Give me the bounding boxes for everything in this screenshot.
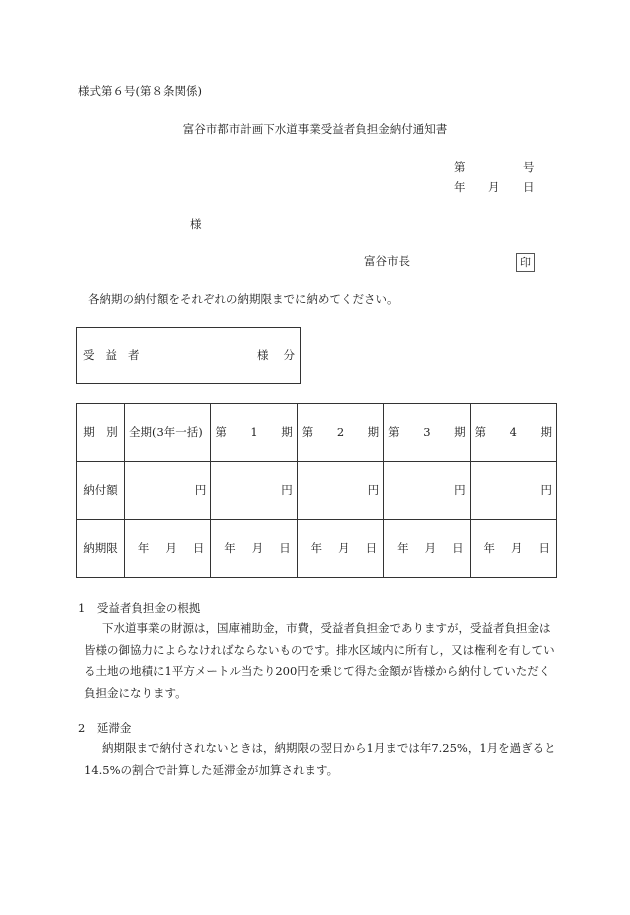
payment-schedule-table xyxy=(76,403,557,578)
deadline-row xyxy=(77,520,557,578)
deadline-day: 日 xyxy=(365,540,378,555)
period-label-prefix: 第 xyxy=(474,424,487,439)
notes-section xyxy=(78,598,560,781)
period-row-header: 期 別 xyxy=(77,404,125,462)
addressee-honorific: 様 xyxy=(190,217,202,231)
issue-date-day: 日 xyxy=(523,180,535,194)
document-title: 富谷市都市計画下水道事業受益者負担金納付通知書 xyxy=(182,122,448,136)
beneficiary-suffix: 様分 xyxy=(257,348,310,362)
note-late-fee xyxy=(78,718,560,781)
payment-instruction: 各納期の納付額をそれぞれの納期限までに納めてください。 xyxy=(88,292,399,306)
amount-row-header: 納付額 xyxy=(77,462,125,520)
sender-name: 富谷市長 xyxy=(364,254,410,268)
amount-cell-1: 円 xyxy=(211,462,297,520)
amount-cell-3: 円 xyxy=(384,462,470,520)
period-label-number: 3 xyxy=(423,424,431,439)
deadline-month: 月 xyxy=(338,540,350,555)
period-label-suffix: 期 xyxy=(367,424,380,439)
deadline-cell-full xyxy=(125,520,211,578)
deadline-cell-2 xyxy=(297,520,383,578)
deadline-day: 日 xyxy=(279,540,291,555)
period-row xyxy=(77,404,557,462)
note-body: 納期限まで納付されないときは，納期限の翌日から1月までは年7.25%，1月を過ぎると14.5%の割合で計算した延滞金が加算されます。 xyxy=(84,741,556,777)
deadline-row-header: 納期限 xyxy=(77,520,125,578)
period-cell-3 xyxy=(384,404,470,462)
deadline-year: 年 xyxy=(397,540,409,555)
issue-date-month: 月 xyxy=(488,180,500,194)
period-label-number: 2 xyxy=(336,424,345,439)
deadline-month: 月 xyxy=(251,540,264,555)
notice-number-suffix: 号 xyxy=(523,160,535,174)
amount-cell-4: 円 xyxy=(470,462,556,520)
deadline-year: 年 xyxy=(310,540,323,555)
period-label-suffix: 期 xyxy=(281,424,293,439)
deadline-cell-3 xyxy=(384,520,470,578)
note-basis xyxy=(78,598,560,704)
amount-cell-full: 円 xyxy=(125,462,211,520)
deadline-year: 年 xyxy=(137,540,150,555)
notice-number-prefix: 第 xyxy=(454,160,466,174)
period-label-number: 4 xyxy=(509,424,517,439)
period-cell-1 xyxy=(211,404,297,462)
deadline-cell-1 xyxy=(211,520,297,578)
amount-cell-2: 円 xyxy=(297,462,383,520)
form-label: 様式第６号(第８条関係) xyxy=(78,84,202,98)
note-body: 下水道事業の財源は，国庫補助金，市費，受益者負担金でありますが，受益者負担金は皆様の御協力によらなければならないものです。排水区域内に所有し，又は権利を有している土地の地積に1平方メートル当たり200円を乗じて得た金額が皆様から納付していただく負担金になります。 xyxy=(84,621,555,700)
period-label-suffix: 期 xyxy=(540,424,552,439)
period-label: 全期(3年一括) xyxy=(129,424,203,439)
period-label-prefix: 第 xyxy=(388,424,400,439)
beneficiary-box xyxy=(76,327,310,384)
deadline-day: 日 xyxy=(452,540,464,555)
beneficiary-label: 受益者 xyxy=(83,348,151,362)
deadline-year: 年 xyxy=(483,540,495,555)
period-label-prefix: 第 xyxy=(301,424,314,439)
deadline-day: 日 xyxy=(538,540,550,555)
period-cell-4 xyxy=(470,404,556,462)
deadline-year: 年 xyxy=(224,540,236,555)
deadline-month: 月 xyxy=(424,540,437,555)
period-cell-full xyxy=(125,404,211,462)
issue-date-year: 年 xyxy=(454,180,466,194)
period-label-prefix: 第 xyxy=(215,424,227,439)
period-cell-2 xyxy=(297,404,383,462)
deadline-cell-4 xyxy=(470,520,556,578)
note-heading: 1 受益者負担金の根拠 xyxy=(78,601,201,615)
period-label-suffix: 期 xyxy=(454,424,466,439)
deadline-month: 月 xyxy=(165,540,177,555)
amount-row xyxy=(77,462,557,520)
deadline-day: 日 xyxy=(192,540,205,555)
period-label-number: 1 xyxy=(250,424,258,439)
deadline-month: 月 xyxy=(511,540,523,555)
note-heading: 2 延滞金 xyxy=(78,721,132,735)
seal-stamp: 印 xyxy=(516,253,535,272)
